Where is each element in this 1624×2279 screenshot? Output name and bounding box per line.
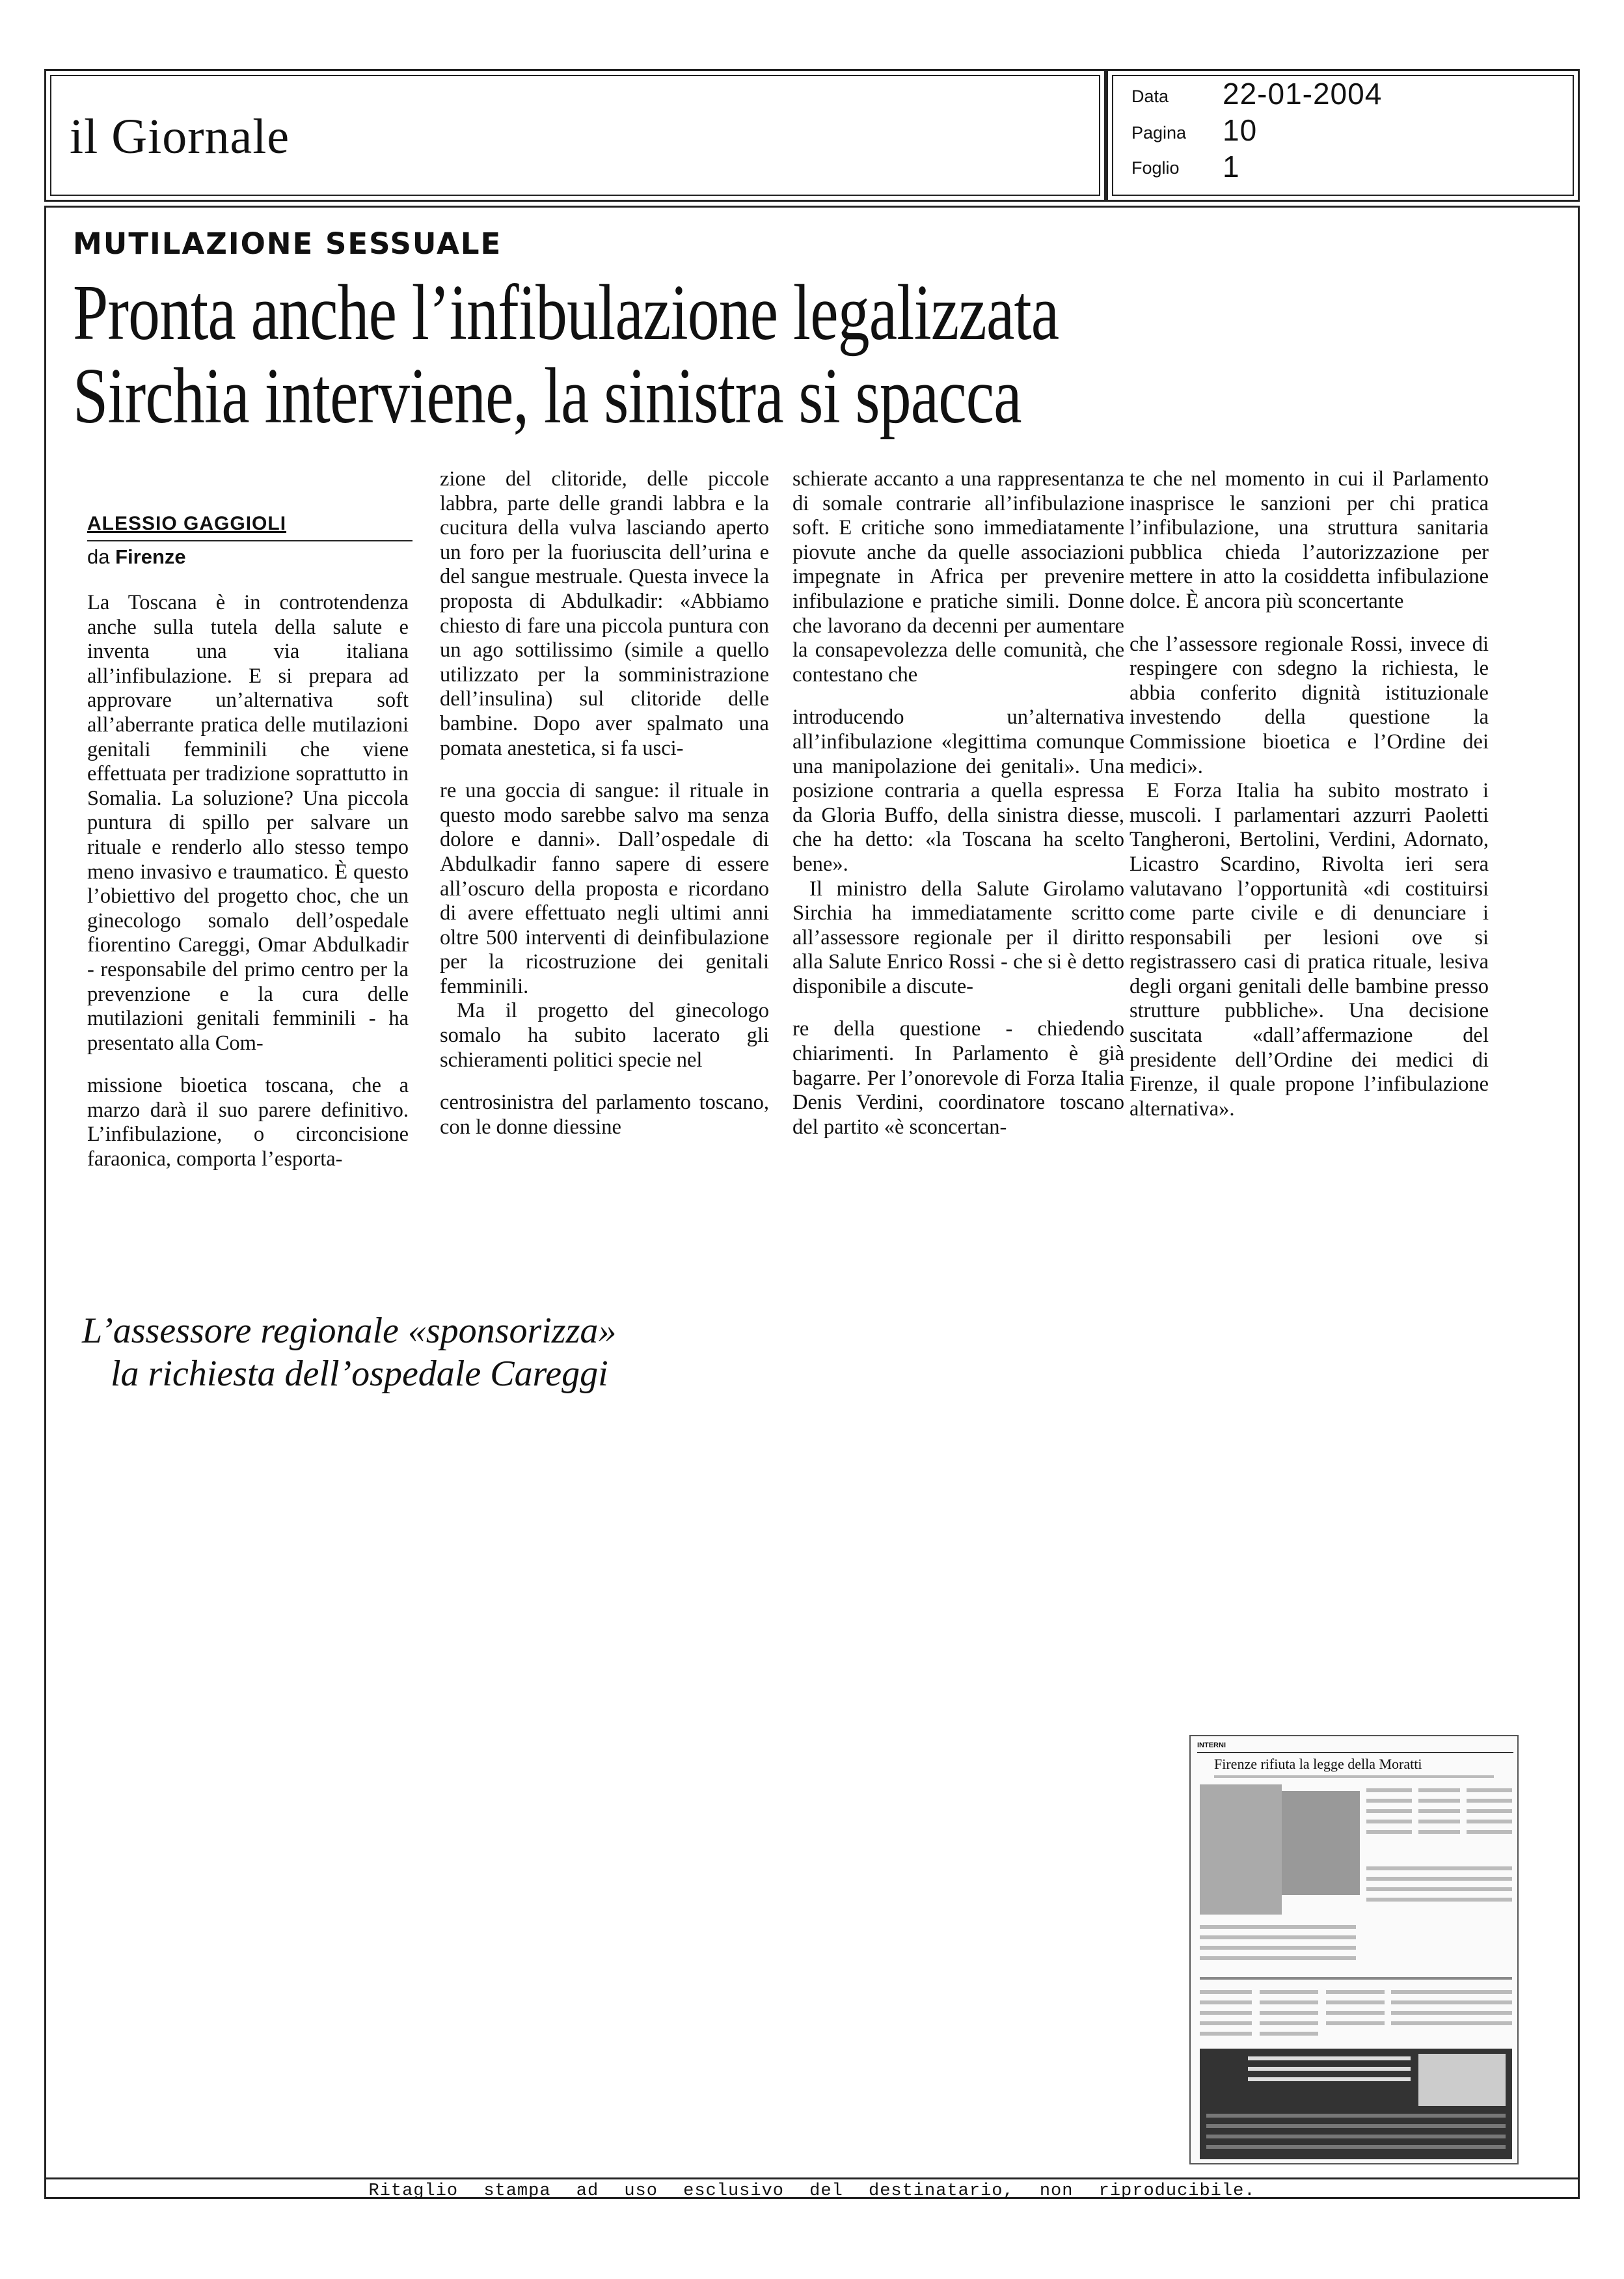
date-label: Data bbox=[1131, 87, 1169, 106]
paragraph: che l’assessore regionale Rossi, invece di respingere con sdegno la richiesta, le abbia conferito dignità istituzionale investendo della questione la Commissione bioetica e l’Ordine dei medici». bbox=[1130, 632, 1489, 778]
headline-line-1: Pronta anche l’infibulazione legalizzata bbox=[73, 269, 1059, 357]
meta-box bbox=[1106, 69, 1580, 202]
sheet-value: 1 bbox=[1223, 150, 1240, 184]
thumbnail-flag-photo bbox=[1200, 1784, 1282, 1915]
article-column-1 bbox=[87, 591, 409, 1172]
article-kicker: MUTILAZIONE SESSUALE bbox=[73, 226, 502, 261]
page-label: Pagina bbox=[1131, 123, 1187, 143]
masthead-box bbox=[44, 69, 1106, 202]
pull-quote-line-1: L’assessore regionale «sponsorizza» bbox=[82, 1311, 617, 1351]
paragraph: centrosinistra del parlamento toscano, con le donne diessine bbox=[440, 1091, 769, 1139]
pull-quote bbox=[82, 1309, 616, 1395]
headline-line-2: Sirchia interviene, la sinistra si spacca bbox=[73, 352, 1022, 440]
author-byline: ALESSIO GAGGIOLI bbox=[87, 513, 287, 534]
paragraph: re una goccia di sangue: il rituale in questo modo sarebbe salvo ma senza dolore e danni». Dall’ospedale di Abdulkadir fanno sapere di essere all’oscuro della proposta e ricordano di avere effettuato negli ultimi anni oltre 500 interventi di deinfibulazione per la ricostruzione dei genitali femminili. bbox=[440, 779, 769, 998]
paragraph: Ma il progetto del ginecologo somalo ha subito lacerato gli schieramenti politici specie nel bbox=[440, 999, 769, 1072]
article-column-4 bbox=[1130, 467, 1489, 1121]
page-thumbnail bbox=[1189, 1735, 1519, 2164]
article-column-3 bbox=[792, 467, 1124, 1140]
paragraph: zione del clitoride, delle piccole labbra, parte delle grandi labbra e la cucitura della vulva lasciando aperto un foro per la fuoriuscita dell’urina e del sangue mestruale. Questa invece la proposta di Abdulkadir: «Abbiamo chiesto di fare una piccola puntura con un ago sottilissimo (simile a quello utilizzato per la somministrazione dell’insulina) sul clitoride delle bambine. Dopo aver spalmato una pomata anestetica, si fa usci- bbox=[440, 467, 769, 760]
thumbnail-section: INTERNI bbox=[1197, 1741, 1226, 1749]
thumbnail-portrait-photo bbox=[1282, 1791, 1360, 1895]
thumbnail-headline: Firenze rifiuta la legge della Moratti bbox=[1214, 1756, 1422, 1772]
paragraph: re della questione - chiedendo chiarimenti. In Parlamento è già bagarre. Per l’onorevole di Forza Italia Denis Verdini, coordinatore toscano del partito «è sconcertan- bbox=[792, 1017, 1124, 1139]
paragraph: schierate accanto a una rappresentanza di somale contrarie all’infibulazione soft. E critiche sono immediatamente piovute anche da quelle associazioni impegnate in Africa per prevenire infibulazione e pratiche simili. Donne che lavorano da decenni per aumentare la consapevolezza delle comunità, che contestano che bbox=[792, 467, 1124, 687]
article-column-2 bbox=[440, 467, 769, 1140]
paragraph: missione bioetica toscana, che a marzo darà il suo parere definitivo. L’infibulazione, o circoncisione faraonica, comporta l’esporta- bbox=[87, 1074, 409, 1171]
footer-disclaimer: Ritaglio stampa ad uso esclusivo del destinatario, non riproducibile. bbox=[368, 2181, 1256, 2201]
sheet-label: Foglio bbox=[1131, 158, 1180, 178]
paragraph: Il ministro della Salute Girolamo Sirchia ha immediatamente scritto all’assessore regionale per il diritto alla Salute Enrico Rossi - che si è detto disponibile a discute- bbox=[792, 877, 1124, 998]
newspaper-logo: il Giornale bbox=[70, 109, 290, 164]
date-value: 22-01-2004 bbox=[1223, 77, 1383, 111]
dateline-city: Firenze bbox=[115, 545, 186, 568]
paragraph: introducendo un’alternativa all’infibulazione «legittima comunque una manipolazione dei genitali». Una posizione contraria a quella espressa da Gloria Buffo, della sinistra diesse, che ha detto: «la Toscana ha scelto bene». bbox=[792, 705, 1124, 876]
page-value: 10 bbox=[1223, 113, 1258, 147]
paragraph: La Toscana è in controtendenza anche sulla tutela della salute e inventa una via italiana all’infibulazione. E si prepara ad approvare un’alternativa soft all’aberrante pratica delle mutilazioni genitali femminili che viene effettuata per tradizione soprattutto in Somalia. La soluzione? Una piccola puntura di spillo per salvare un rituale e renderlo allo stesso tempo meno invasivo e traumatico. È questo l’obiettivo del progetto choc, che un ginecologo somalo dell’ospedale fiorentino Careggi, Omar Abdulkadir - responsabile del primo centro per la prevenzione e la cura delle mutilazioni genitali femminili - ha presentato alla Com- bbox=[87, 591, 409, 1055]
dateline bbox=[87, 545, 186, 569]
paragraph: te che nel momento in cui il Parlamento inasprisce le sanzioni per chi pratica l’infibulazione, una struttura sanitaria pubblica chieda l’autorizzazione per mettere in atto la cosiddetta infibulazione dolce. È ancora più sconcertante bbox=[1130, 467, 1489, 613]
paragraph: E Forza Italia ha subito mostrato i muscoli. I parlamentari azzurri Paoletti Tangheroni, Bertolini, Verdini, Adornato, Licastro Scardino, Rivolta ieri sera valutavano l’opportunità «di costituirsi come parte civile e di denunciare i responsabili per lesioni ove si registrassero casi di pratica rituale, lesiva degli organi genitali delle bambine presso strutture pubbliche». Una decisione suscitata «dall’affermazione del presidente dell’Ordine dei medici di Firenze, il quale propone l’infibulazione alternativa». bbox=[1130, 779, 1489, 1121]
footer-rule bbox=[44, 2177, 1580, 2179]
pull-quote-line-2: la richiesta dell’ospedale Careggi bbox=[111, 1354, 608, 1394]
dateline-prefix: da bbox=[87, 545, 110, 568]
byline-rule bbox=[87, 540, 413, 541]
